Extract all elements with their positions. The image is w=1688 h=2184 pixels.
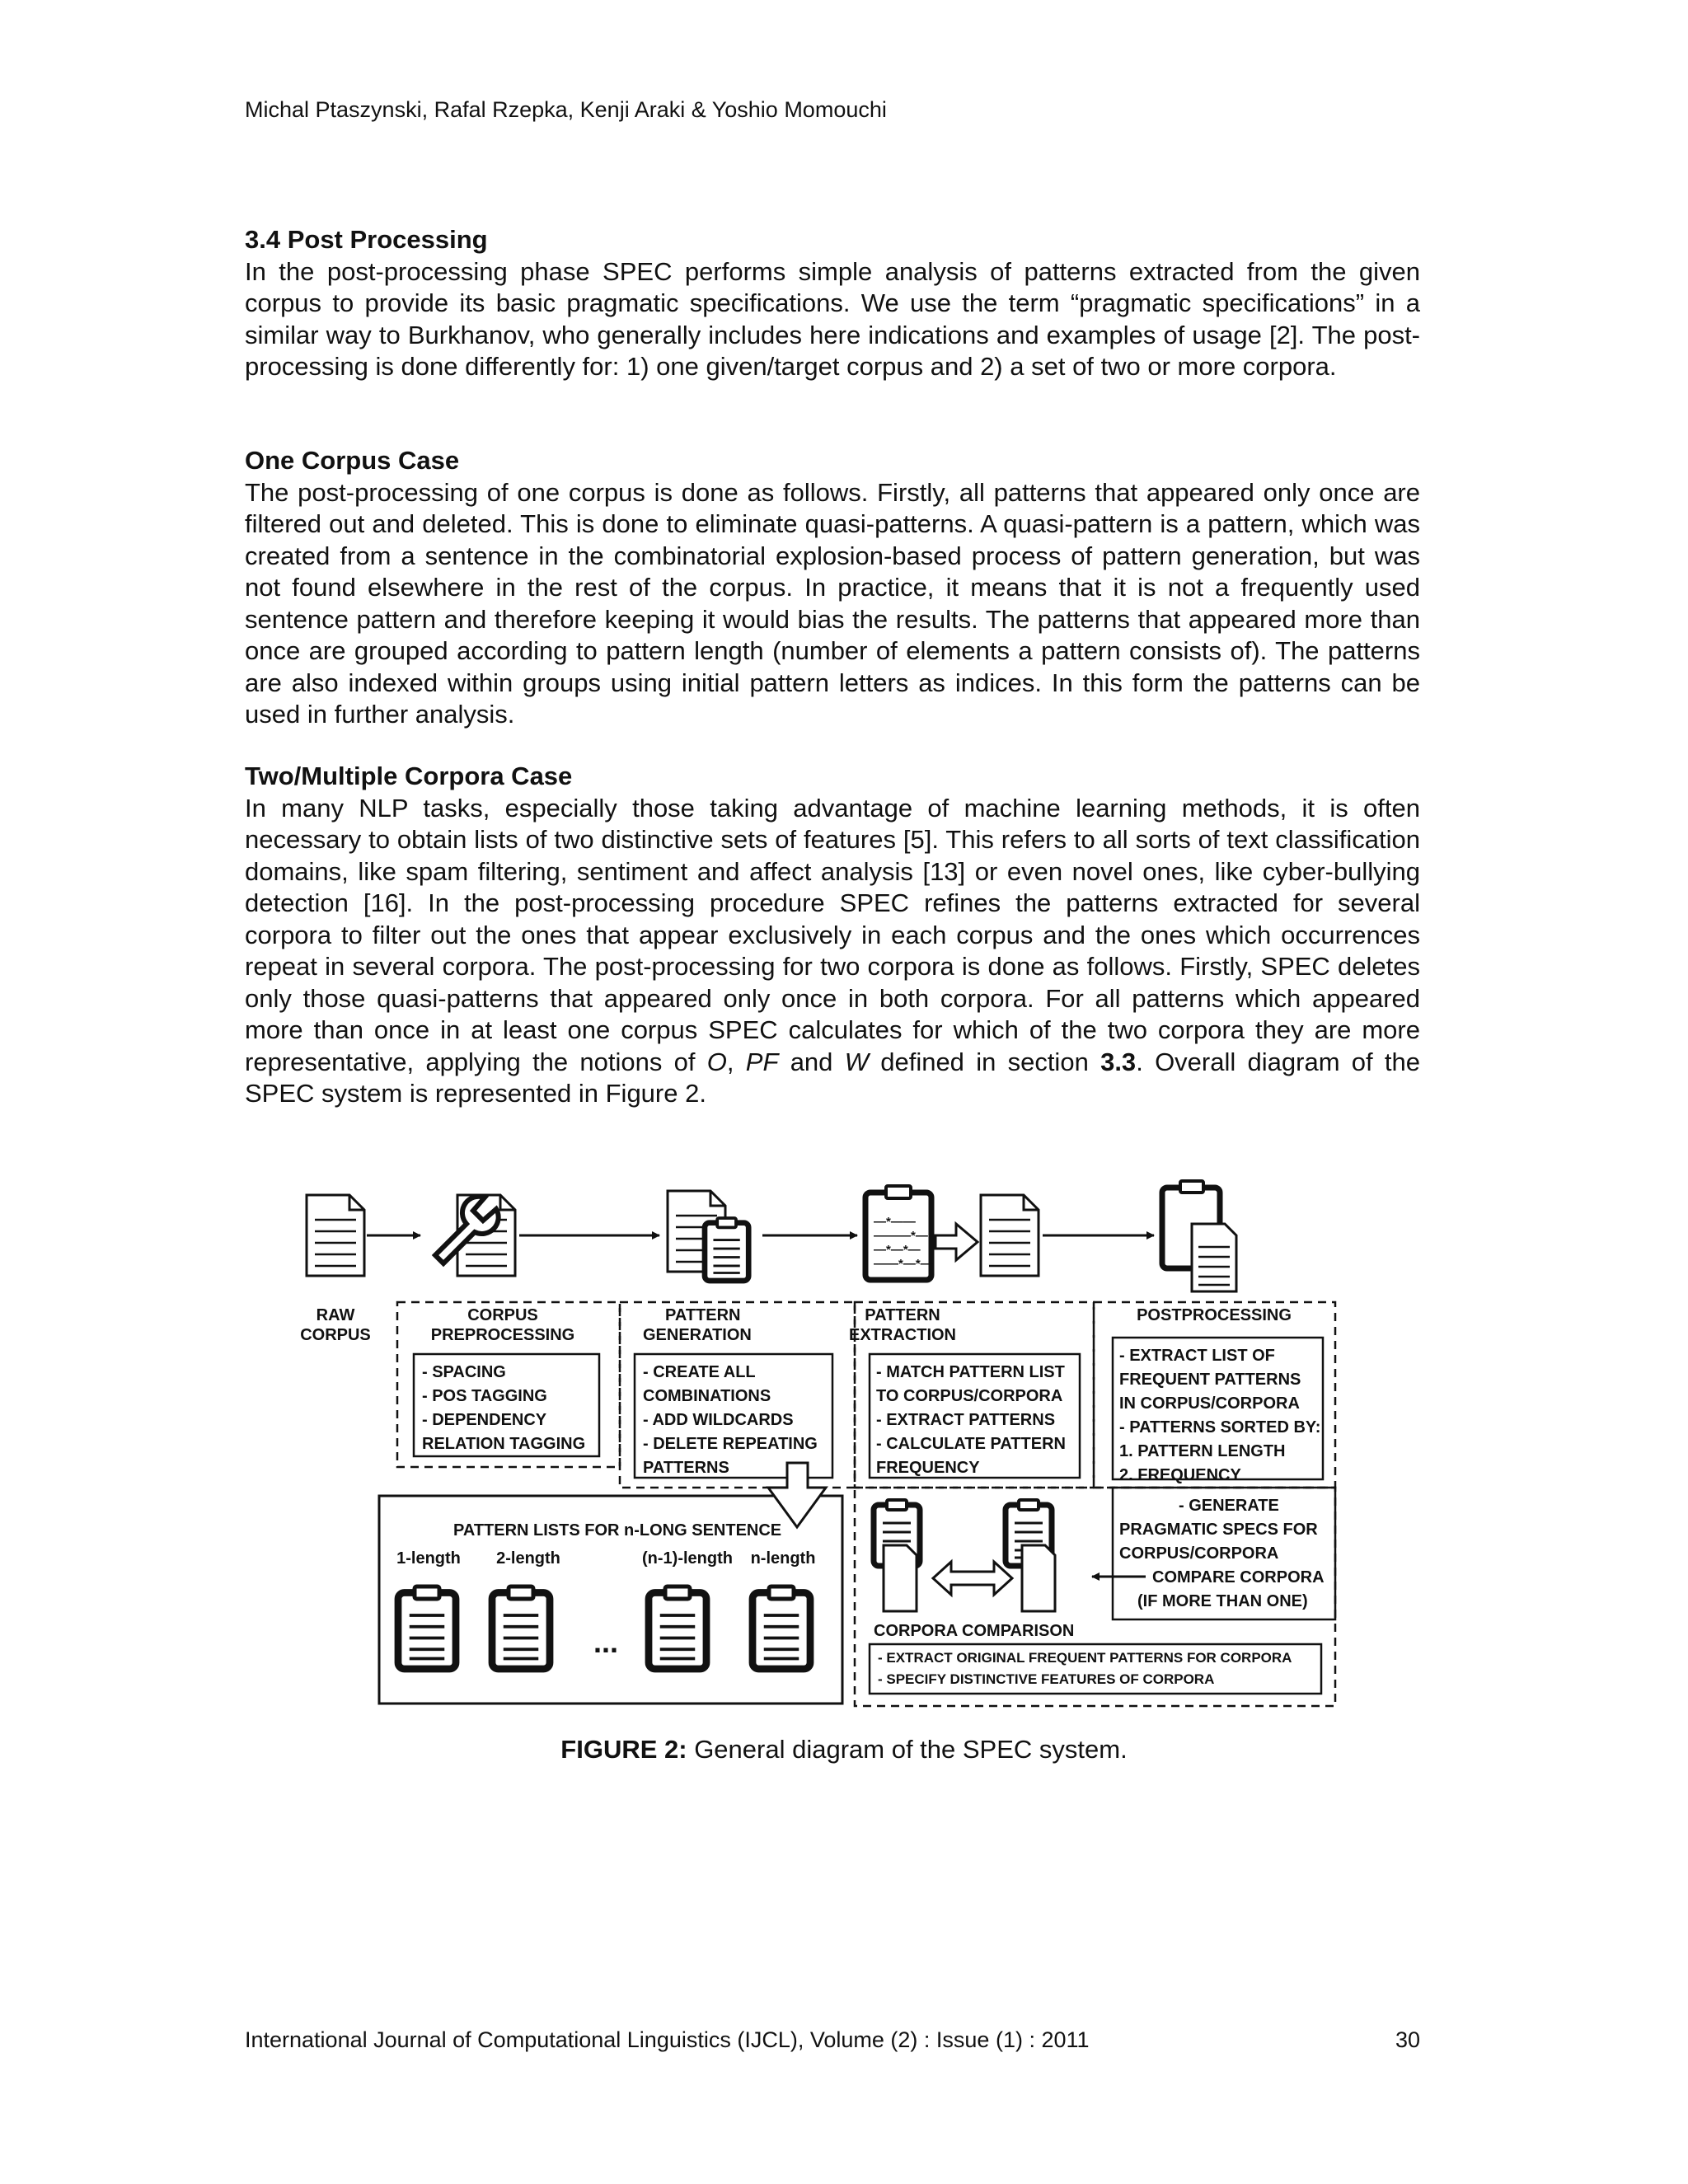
pattern-list-clipboard-4-icon xyxy=(753,1586,810,1669)
preprocessing-title-2: PREPROCESSING xyxy=(430,1326,575,1344)
comparison-doc-right xyxy=(1022,1545,1055,1611)
extraction-clipboard-clip xyxy=(886,1186,911,1198)
pattern-lists-ellipsis: ... xyxy=(593,1625,619,1659)
pattern-length-label-2: 2-length xyxy=(496,1549,560,1568)
comparison-double-arrow xyxy=(933,1562,1012,1595)
comparison-item-2: - SPECIFY DISTINCTIVE FEATURES OF CORPORA xyxy=(878,1671,1215,1687)
extraction-item-4: - CALCULATE PATTERN xyxy=(876,1435,1066,1453)
generate-item-3: CORPUS/CORPORA xyxy=(1119,1544,1279,1563)
pattern-length-label-1: 1-length xyxy=(396,1549,461,1568)
pattern-doc-line-3: —*—*— xyxy=(874,1243,921,1257)
caption-text: General diagram of the SPEC system. xyxy=(687,1735,1128,1764)
section-title: 3.4 Post Processing xyxy=(245,225,488,254)
preprocessing-item-2: - POS TAGGING xyxy=(422,1387,547,1405)
generation-title-1: PATTERN xyxy=(665,1306,741,1324)
section-reference: 3.3 xyxy=(1100,1047,1137,1076)
compare-item-2: (IF MORE THAN ONE) xyxy=(1137,1592,1308,1610)
extraction-item-2: TO CORPUS/CORPORA xyxy=(876,1387,1063,1405)
footer-journal: International Journal of Computational Linguistics (IJCL), Volume (2) : Issue (1) : 2011 xyxy=(245,2027,1090,2052)
extraction-item-1: - MATCH PATTERN LIST xyxy=(876,1363,1065,1381)
notion-o: O xyxy=(706,1047,727,1076)
postprocessing-title: POSTPROCESSING xyxy=(1137,1306,1292,1324)
one-corpus-case xyxy=(245,445,1420,731)
pattern-lists-title: PATTERN LISTS FOR n-LONG SENTENCE xyxy=(453,1521,782,1540)
page-number: 30 xyxy=(1395,2027,1420,2052)
generation-item-2: COMBINATIONS xyxy=(643,1387,771,1405)
raw-corpus-label-2: CORPUS xyxy=(300,1326,371,1344)
preprocessing-item-3: - DEPENDENCY xyxy=(422,1411,547,1429)
raw-corpus-label-1: RAW xyxy=(316,1306,355,1324)
comparison-doc-left xyxy=(884,1545,917,1611)
generation-item-5: PATTERNS xyxy=(643,1459,729,1477)
postprocessing-item-6: 2. FREQUENCY xyxy=(1119,1466,1241,1484)
preprocessing-item-1: - SPACING xyxy=(422,1363,506,1381)
extraction-title-1: PATTERN xyxy=(865,1306,940,1324)
preprocessing-title-1: CORPUS xyxy=(467,1306,538,1324)
one-corpus-heading: One Corpus Case xyxy=(245,446,460,475)
pattern-list-clipboard-3-icon xyxy=(649,1586,706,1669)
post-clipboard-clip xyxy=(1180,1181,1203,1193)
generation-title-2: GENERATION xyxy=(643,1326,752,1344)
generate-item-2: PRAGMATIC SPECS FOR xyxy=(1119,1521,1318,1539)
multi-corpora-text-mid: defined in section xyxy=(868,1047,1101,1076)
notion-and: and xyxy=(778,1047,845,1076)
preprocessing-item-4: RELATION TAGGING xyxy=(422,1435,586,1453)
multi-corpora-text-before: In many NLP tasks, especially those taking advantage of machine learning methods, it is often necessary to obtain lists of two distinctive sets of features [5]. This refers to all sorts of text classification domains, like spam filtering, sentiment and affect analysis [13] or even novel ones, like cyber-bullying detection [16]. In the post-processing procedure SPEC refines the patterns extracted for several corpora to filter out the ones that appear exclusively in each corpus and the ones which occurrences repeat in several corpora. The post-processing for two corpora is done as follows. Firstly, SPEC deletes only those quasi-patterns that appeared only once in both corpora. For all patterns which appeared more than once in at least one corpus SPEC calculates for which of the two corpora they are more representative, applying the notions of xyxy=(245,793,1420,1076)
pattern-doc-line-1: —*—— xyxy=(874,1215,916,1229)
pattern-length-label-3: (n-1)-length xyxy=(642,1549,733,1568)
extraction-hollow-arrow xyxy=(935,1224,978,1260)
generation-item-4: - DELETE REPEATING xyxy=(643,1435,818,1453)
multi-corpora-text-after: . Overall diagram of the SPEC system is represented in Figure 2. xyxy=(245,1047,1421,1108)
extraction-item-5: FREQUENCY xyxy=(876,1459,980,1477)
figure-caption xyxy=(0,1735,1688,1765)
generation-to-lists-arrow xyxy=(768,1463,826,1527)
postprocessing-item-3: IN CORPUS/CORPORA xyxy=(1119,1394,1300,1413)
postprocessing-item-1: - EXTRACT LIST OF xyxy=(1119,1347,1275,1365)
caption-label: FIGURE 2: xyxy=(560,1735,687,1764)
one-corpus-paragraph: The post-processing of one corpus is done as follows. Firstly, all patterns that appeared only once are filtered out and deleted. This is done to eliminate quasi-patterns. A quasi-pattern is a pattern, which was created from a sentence in the combinatorial explosion-based process of pattern generation, but was not found elsewhere in the rest of the corpus. In practice, it means that it is not a frequently used sentence pattern and therefore keeping it would bias the results. The patterns that appeared more than once are grouped according to pattern length (number of elements a pattern consists of). The patterns are also indexed within groups using initial pattern letters as indices. In this form the patterns can be used in further analysis. xyxy=(245,477,1420,729)
section-intro-paragraph: In the post-processing phase SPEC performs simple analysis of patterns extracted from the given corpus to provide its basic pragmatic specifications. We use the term “pragmatic specifications” in a similar way to Burkhanov, who generally includes here indications and examples of usage [2]. The post-processing is done differently for: 1) one given/target corpus and 2) a set of two or more corpora. xyxy=(245,256,1420,381)
diagram-svg xyxy=(297,1166,1360,1727)
multi-corpora-heading: Two/Multiple Corpora Case xyxy=(245,762,573,790)
comparison-item-1: - EXTRACT ORIGINAL FREQUENT PATTERNS FOR CORPORA xyxy=(878,1650,1292,1666)
postprocessing-item-2: FREQUENT PATTERNS xyxy=(1119,1371,1301,1389)
pattern-list-clipboard-2-icon xyxy=(492,1586,550,1669)
compare-item-1: COMPARE CORPORA xyxy=(1152,1568,1325,1586)
postprocessing-item-4: - PATTERNS SORTED BY: xyxy=(1119,1418,1321,1436)
notion-comma: , xyxy=(726,1047,746,1076)
multi-corpora-paragraph xyxy=(245,793,1420,1110)
extraction-item-3: - EXTRACT PATTERNS xyxy=(876,1411,1056,1429)
generation-item-1: - CREATE ALL xyxy=(643,1363,756,1381)
generation-clipboard-icon xyxy=(705,1218,748,1281)
extracted-doc-icon xyxy=(981,1195,1039,1276)
generation-item-3: - ADD WILDCARDS xyxy=(643,1411,794,1429)
pattern-doc-line-2: ———*— xyxy=(874,1229,928,1243)
pattern-length-label-4: n-length xyxy=(750,1549,816,1568)
notion-w: W xyxy=(844,1047,869,1076)
notion-pf: PF xyxy=(745,1047,779,1076)
extraction-title-2: EXTRACTION xyxy=(849,1326,956,1344)
multi-corpora-case xyxy=(245,761,1420,1110)
pattern-list-clipboard-1-icon xyxy=(398,1586,456,1669)
section-3-4 xyxy=(245,224,1420,383)
running-head-authors: Michal Ptaszynski, Rafal Rzepka, Kenji Araki & Yoshio Momouchi xyxy=(245,97,887,122)
postprocessing-item-5: 1. PATTERN LENGTH xyxy=(1119,1442,1286,1460)
pattern-doc-line-4: ——*—*— xyxy=(874,1257,933,1271)
generate-item-1: - GENERATE xyxy=(1179,1497,1279,1515)
comparison-title: CORPORA COMPARISON xyxy=(874,1622,1075,1640)
spec-system-diagram xyxy=(297,1166,1360,1727)
raw-corpus-doc-icon xyxy=(307,1195,364,1276)
